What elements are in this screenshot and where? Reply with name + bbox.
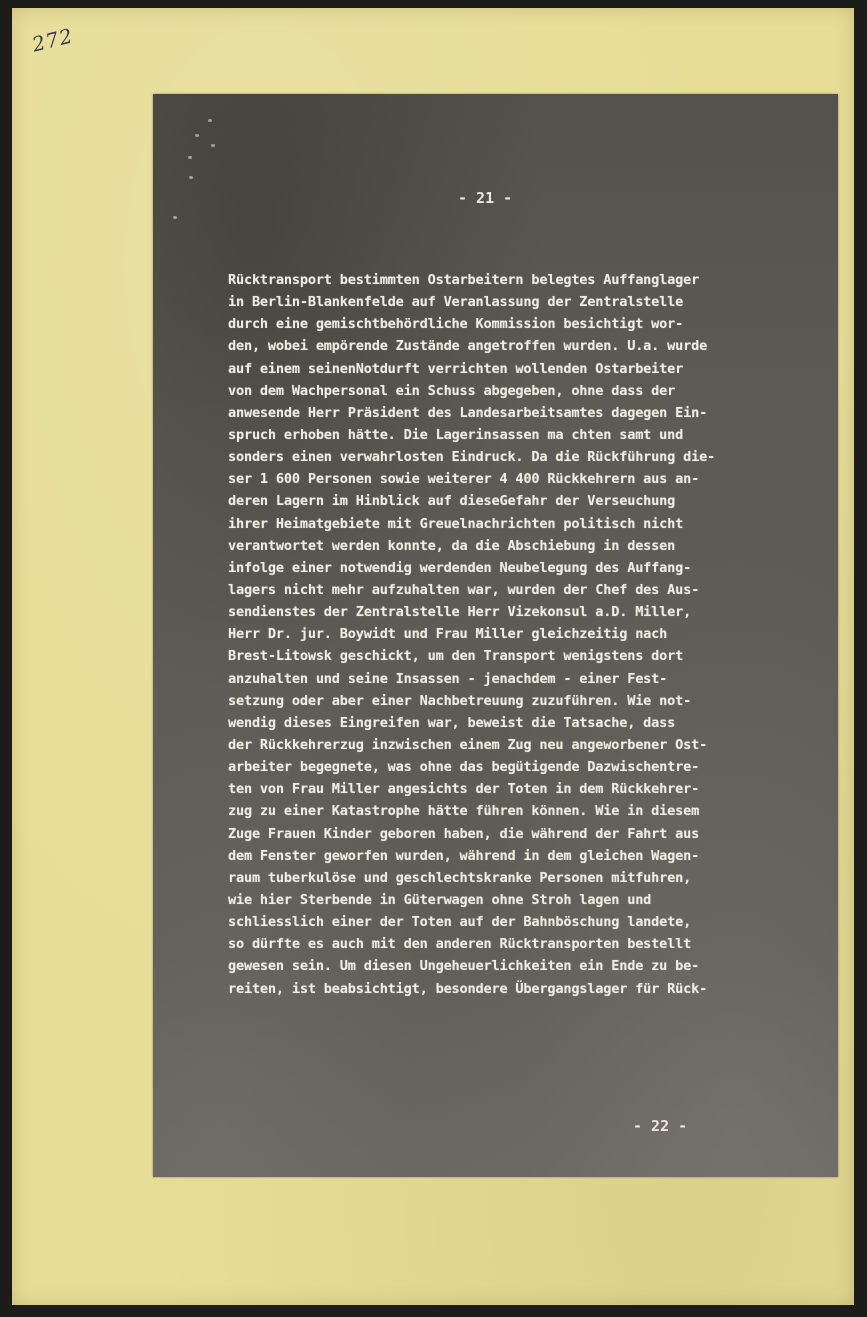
text-line: gewesen sein. Um diesen Ungeheuerlichkeiten ein Ende zu be- <box>228 958 700 975</box>
text-line: Herr Dr. jur. Boywidt und Frau Miller gleichzeitig nach <box>228 626 668 643</box>
dust-speck <box>211 144 215 147</box>
folio-number: 272 <box>29 23 76 57</box>
text-line: durch eine gemischtbehördliche Kommission besichtigt wor- <box>228 316 684 333</box>
text-line: lagers nicht mehr aufzuhalten war, wurden der Chef des Aus- <box>228 581 700 598</box>
text-line: sonders einen verwahrlosten Eindruck. Da die Rückführung die- <box>228 449 716 466</box>
dust-speck <box>208 119 212 122</box>
page-number-header: - 21 - <box>458 189 513 207</box>
text-line: spruch erhoben hätte. Die Lagerinsassen ma chten samt und <box>228 426 684 443</box>
text-line: auf einem seinenNotdurft verrichten wollenden Ostarbeiter <box>228 360 684 377</box>
text-line: sendienstes der Zentralstelle Herr Vizekonsul a.D. Miller, <box>228 604 692 621</box>
page-number-catchword: - 22 - <box>633 1117 688 1135</box>
text-line: von dem Wachpersonal ein Schuss abgegeben, ohne dass der <box>228 382 676 399</box>
text-line: so dürfte es auch mit den anderen Rücktransporten bestellt <box>228 936 692 953</box>
text-line: ten von Frau Miller angesichts der Toten in dem Rückkehrer- <box>228 781 700 798</box>
photocopy-page <box>153 94 838 1177</box>
text-line: zug zu einer Katastrophe hätte führen können. Wie in diesem <box>228 803 700 820</box>
text-line: setzung oder aber einer Nachbetreuung zuzuführen. Wie not- <box>228 692 692 709</box>
text-line: verantwortet werden konnte, da die Abschiebung in dessen <box>228 537 676 554</box>
typewritten-body <box>228 269 828 1000</box>
text-line: Rücktransport bestimmten Ostarbeitern belegtes Auffanglager <box>228 272 700 288</box>
text-line: Zuge Frauen Kinder geboren haben, die während der Fahrt aus <box>228 825 700 842</box>
text-line: raum tuberkulöse und geschlechtskranke Personen mitfuhren, <box>228 869 692 886</box>
text-line: schliesslich einer der Toten auf der Bahnböschung landete, <box>228 914 692 931</box>
mounting-sheet <box>12 8 854 1305</box>
text-line: in Berlin-Blankenfelde auf Veranlassung der Zentralstelle <box>228 294 684 311</box>
dust-speck <box>173 216 177 219</box>
text-line: der Rückkehrerzug inzwischen einem Zug neu angeworbener Ost- <box>228 736 708 753</box>
dust-speck <box>188 156 192 159</box>
text-line: ser 1 600 Personen sowie weiterer 4 400 Rückkehrern aus an- <box>228 471 700 488</box>
text-line: Brest-Litowsk geschickt, um den Transport wenigstens dort <box>228 648 684 665</box>
text-line: arbeiter begegnete, was ohne das begütigende Dazwischentre- <box>228 759 700 776</box>
text-line: wendig dieses Eingreifen war, beweist die Tatsache, dass <box>228 714 676 731</box>
dust-speck <box>189 176 193 179</box>
text-line: anzuhalten und seine Insassen - jenachdem - einer Fest- <box>228 670 668 687</box>
text-line: deren Lagern im Hinblick auf dieseGefahr der Verseuchung <box>228 493 676 510</box>
text-line: reiten, ist beabsichtigt, besondere Übergangslager für Rück- <box>228 980 708 997</box>
text-line: den, wobei empörende Zustände angetroffen wurden. U.a. wurde <box>228 338 708 355</box>
text-line: wie hier Sterbende in Güterwagen ohne Stroh lagen und <box>228 891 652 908</box>
text-line: dem Fenster geworfen wurden, während in dem gleichen Wagen- <box>228 847 700 864</box>
text-line: ihrer Heimatgebiete mit Greuelnachrichten politisch nicht <box>228 515 684 532</box>
text-line: anwesende Herr Präsident des Landesarbeitsamtes dagegen Ein- <box>228 404 708 421</box>
dust-speck <box>195 134 199 137</box>
text-line: infolge einer notwendig werdenden Neubelegung des Auffang- <box>228 559 692 576</box>
